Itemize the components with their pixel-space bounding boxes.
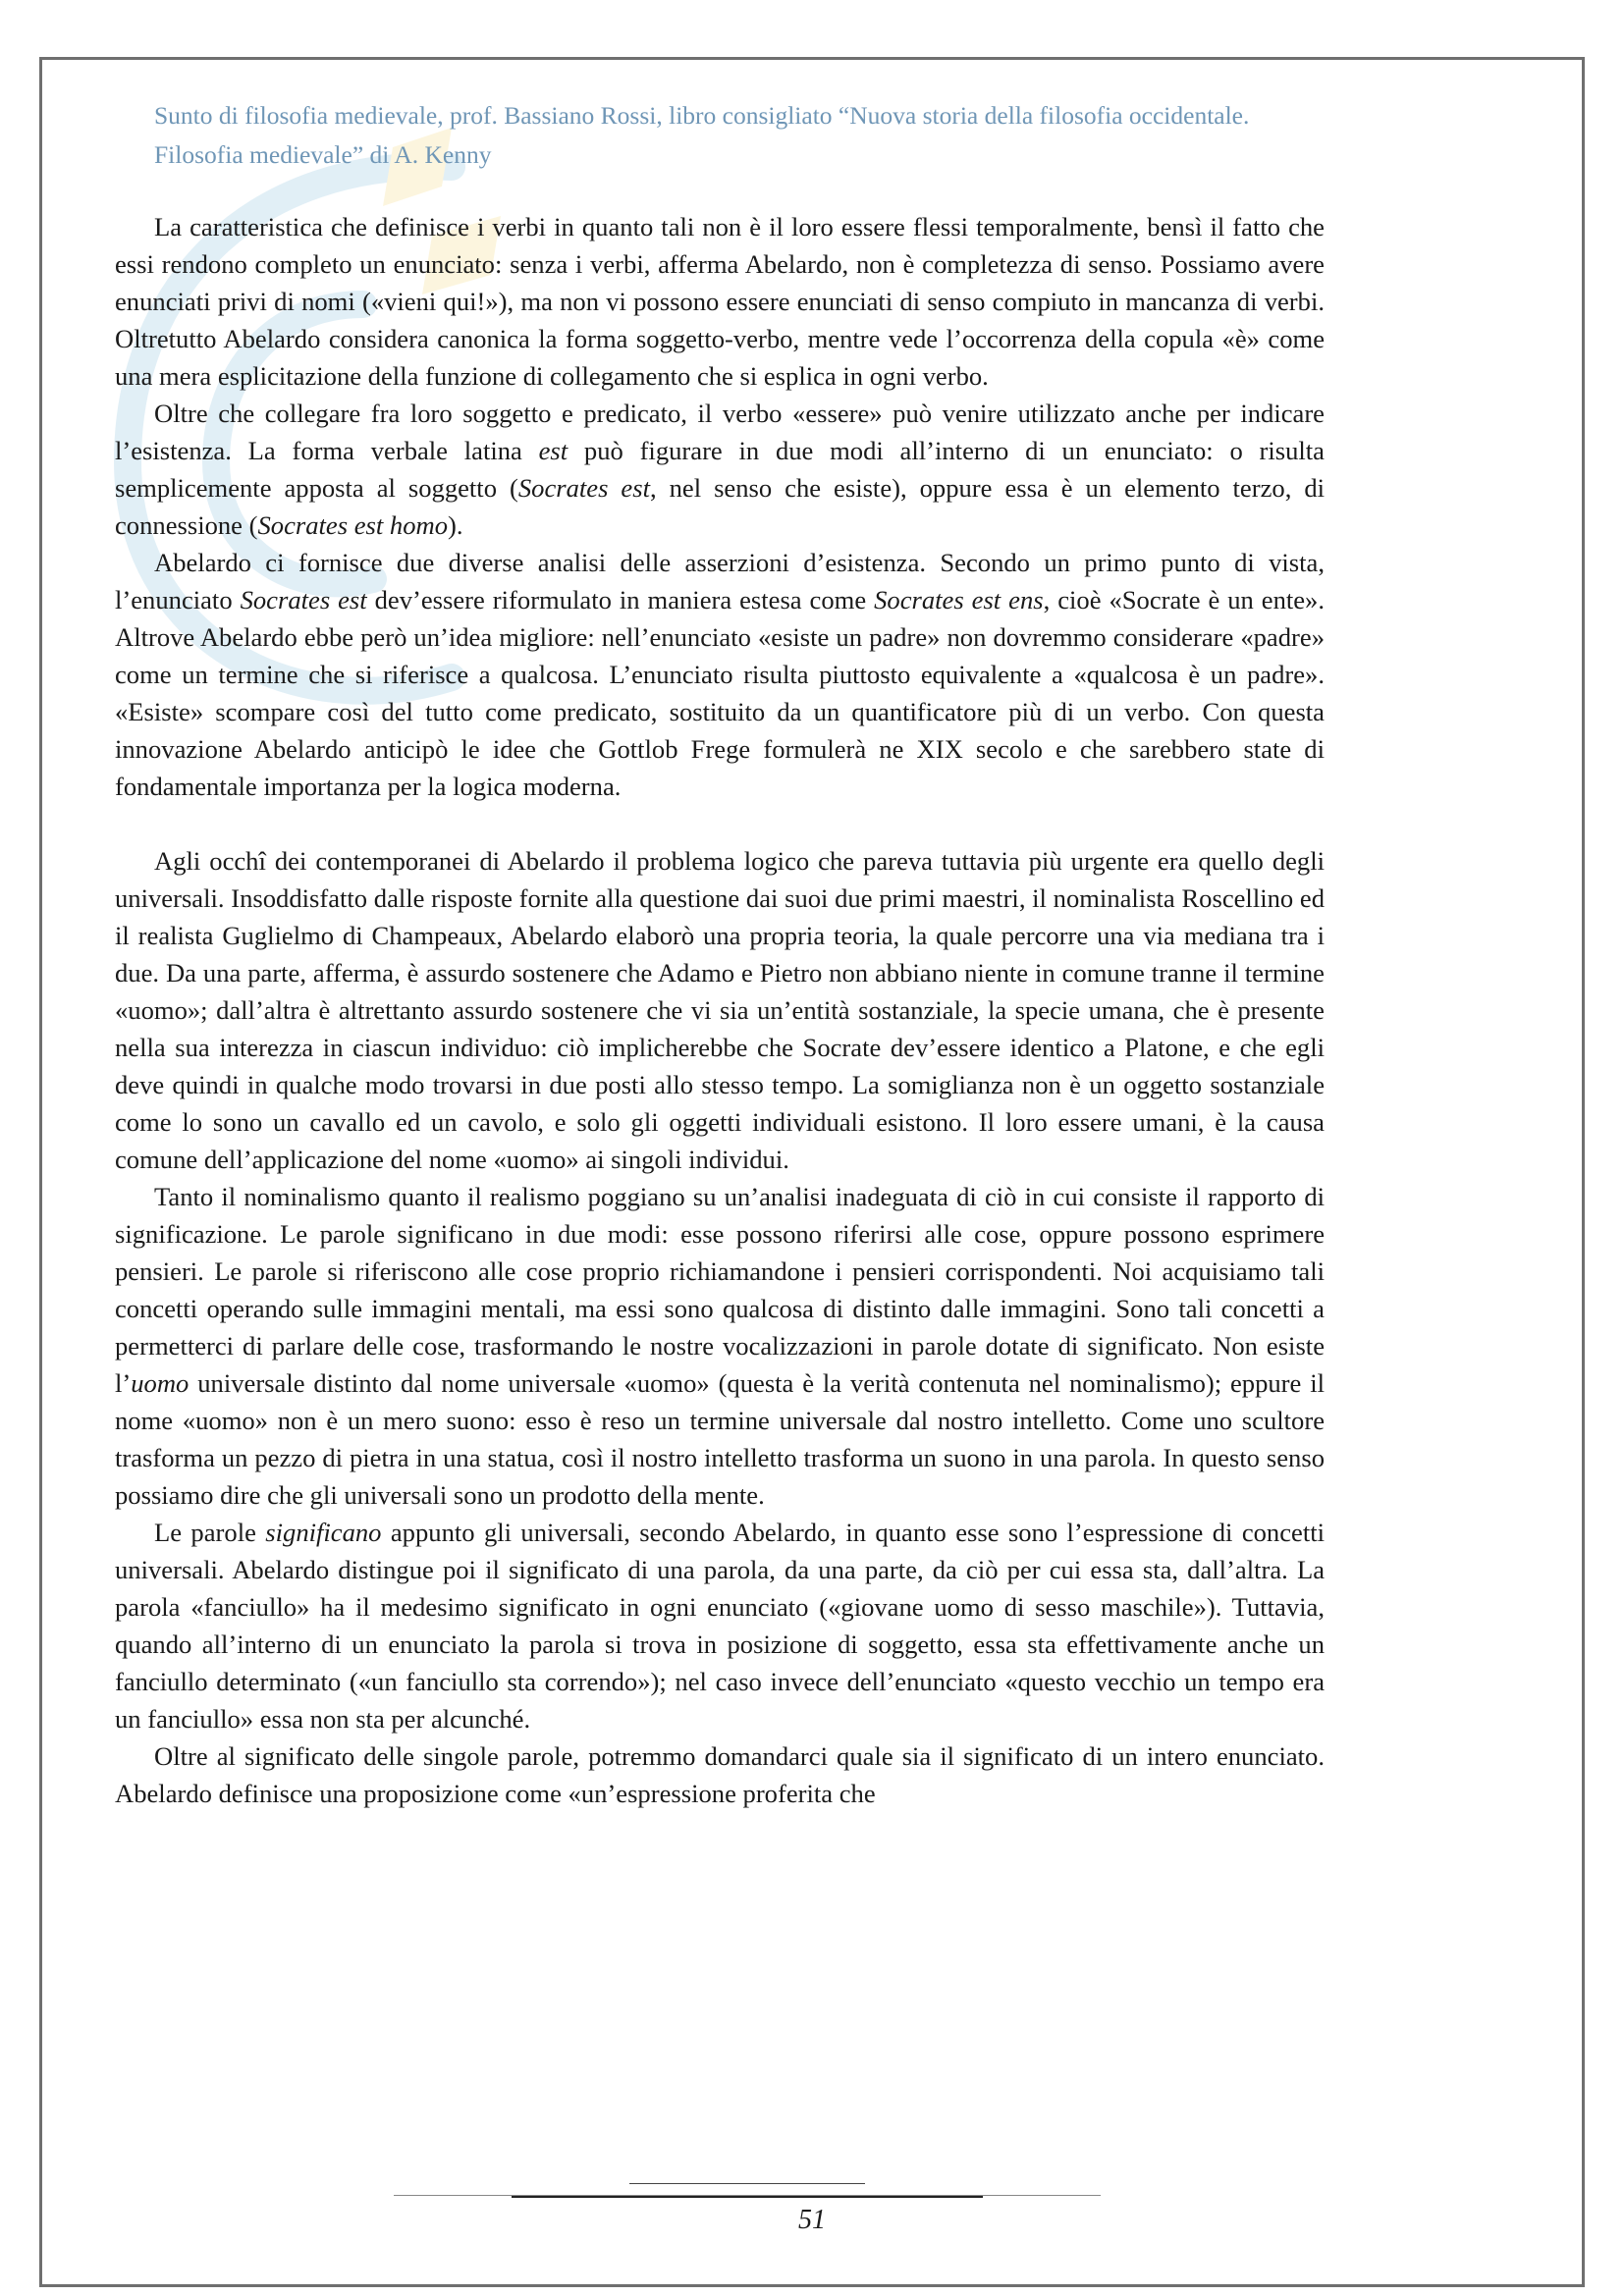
paragraph [115, 1737, 1325, 1812]
document-header: Sunto di filosofia medievale, prof. Bassiano Rossi, libro consigliato “Nuova storia della filosofia occidentale. Filosofia medievale” di A. Kenny [154, 101, 1250, 169]
italic-text: Socrates est ens [874, 585, 1044, 614]
text-run: Abelardo ci fornisce due diverse analisi delle asserzioni d’esistenza. Secondo un primo punto di vista, l’enunciato [115, 548, 1325, 614]
paragraph [115, 544, 1325, 805]
paragraph [115, 208, 1325, 395]
text-run: La caratteristica che definisce i verbi in quanto tali non è il loro essere flessi temporalmente, bensì il fatto che essi rendono completo un enunciato: senza i verbi, afferma Abelardo, non è completezza di senso. Possiamo avere enunciati privi di nomi («vieni qui!»), ma non vi possono essere enunciati di senso compiuto in mancanza di verbi. Oltretutto Abelardo considera canonica la forma soggetto-verbo, mentre vede l’occorrenza della copula «è» come una mera esplicitazione della funzione di collegamento che si esplica in ogni verbo. [115, 212, 1325, 391]
footer-rule-thick [512, 2196, 983, 2198]
paragraph [115, 1514, 1325, 1737]
italic-text: est [538, 436, 568, 465]
paragraph [115, 395, 1325, 544]
text-run: Tanto il nominalismo quanto il realismo poggiano su un’analisi inadeguata di ciò in cui consiste il rapporto di significazione. Le parole significano in due modi: esse possono riferirsi alle cose, oppure possono esprimere pensieri. Le parole si riferiscono alle cose proprio richiamandone i pensieri corrispondenti. Noi acquisiamo tali concetti operando sulle immagini mentali, ma essi sono qualcosa di distinto dalle immagini. Sono tali concetti a permetterci di parlare delle cose, trasformando le nostre vocalizzazioni in parole dotate di significato. Non esiste l’ [115, 1182, 1325, 1398]
text-run: Oltre al significato delle singole parole, potremmo domandarci quale sia il significato di un intero enunciato. Abelardo definisce una proposizione come «un’espressione proferita che [115, 1741, 1325, 1808]
text-run: Agli occhî dei contemporanei di Abelardo il problema logico che pareva tuttavia più urgente era quello degli universali. Insoddisfatto dalle risposte fornite alla questione dai suoi due primi maestri, il nominalista Roscellino ed il realista Guglielmo di Champeaux, Abelardo elaborò una propria teoria, la quale percorre una via mediana tra i due. Da una parte, afferma, è assurdo sostenere che Adamo e Pietro non abbiano niente in comune tranne il termine «uomo»; dall’altra è altrettanto assurdo sostenere che vi sia un’entità sostanziale, la specie umana, che è presente nella sua interezza in ciascun individuo: ciò implicherebbe che Socrate dev’essere identico a Platone, e che egli deve quindi in qualche modo trovarsi in due posti allo stesso tempo. La somiglianza non è un oggetto sostanziale come lo sono un cavallo ed un cavolo, e solo gli oggetti individuali esistono. Il loro essere umani, è la causa comune dell’applicazione del nome «uomo» ai singoli individui. [115, 846, 1325, 1174]
text-run: appunto gli universali, secondo Abelardo, in quanto esse sono l’espressione di concetti universali. Abelardo distingue poi il significato di una parola, da una parte, da ciò per cui essa sta, dall’altra. La parola «fanciullo» ha il medesimo significato in ogni enunciato («giovane uomo di sesso maschile»). Tuttavia, quando all’interno di un enunciato la parola si trova in posizione di soggetto, essa sta effettivamente anche un fanciullo determinato («un fanciullo sta correndo»); nel caso invece dell’enunciato «questo vecchio un tempo era un fanciullo» essa non sta per alcunché. [115, 1518, 1325, 1734]
text-run: Le parole [154, 1518, 266, 1547]
paragraph [115, 842, 1325, 1178]
paragraph [115, 1178, 1325, 1514]
italic-text: Socrates est [240, 585, 367, 614]
text-run: universale distinto dal nome universale «uomo» (questa è la verità contenuta nel nominalismo); eppure il nome «uomo» non è un mero suono: esso è reso un termine universale dal nostro intelletto. Come uno scultore trasforma un pezzo di pietra in una statua, così il nostro intelletto trasforma un suono in una parola. In questo senso possiamo dire che gli universali sono un prodotto della mente. [115, 1368, 1325, 1510]
body-text [115, 208, 1325, 1812]
italic-text: uomo [131, 1368, 189, 1398]
text-run: , nel senso che esiste), oppure essa è un elemento terzo, di connessione ( [115, 473, 1326, 540]
text-run: può figurare in due modi all’interno di un enunciato: o risulta semplicemente apposta al soggetto ( [115, 436, 1325, 503]
italic-text: significano [265, 1518, 382, 1547]
text-run: Oltre che collegare fra loro soggetto e predicato, il verbo «essere» può venire utilizzato anche per indicare l’esistenza. La forma verbale latina [115, 399, 1325, 465]
text-run: ). [448, 510, 463, 540]
footer-rule-top [629, 2183, 865, 2184]
italic-text: Socrates est [517, 473, 650, 503]
text-run: , cioè «Socrate è un ente». Altrove Abelardo ebbe però un’idea migliore: nell’enunciato «esiste un padre» non dovremmo considerare «padre» come un termine che si riferisce a qualcosa. L’enunciato risulta piuttosto equivalente a «qualcosa è un padre». «Esiste» scompare così del tutto come predicato, sostituito da un quantificatore più di un verbo. Con questa innovazione Abelardo anticipò le idee che Gottlob Frege formulerà ne XIX secolo e che sarebbero state di fondamentale importanza per la logica moderna. [115, 585, 1326, 801]
text-run: dev’essere riformulato in maniera estesa come [366, 585, 875, 614]
italic-text: Socrates est homo [257, 510, 449, 540]
page-number: 51 [798, 2205, 826, 2235]
